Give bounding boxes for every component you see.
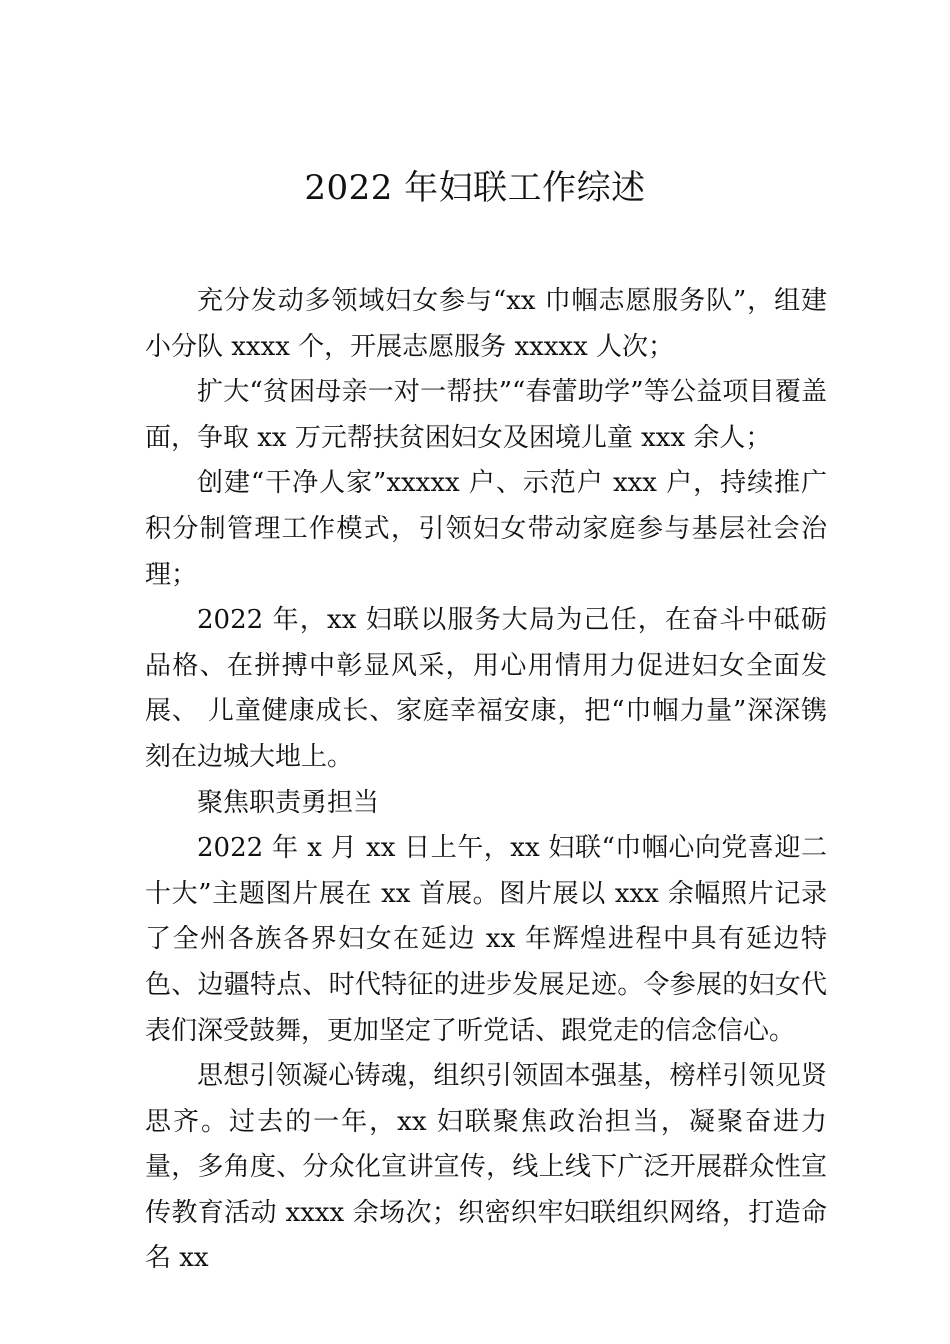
paragraph-ideological-guidance: 思想引领凝心铸魂，组织引领固本强基，榜样引领见贤思齐。过去的一年，xx 妇联聚焦政治担当，凝聚奋进力量，多角度、分众化宣讲宣传，线上线下广泛开展群众性宣传教育活动 xxxx 余场次；织密织牢妇联组织网络，打造命名 xx [145, 1061, 827, 1274]
paragraph-2022-overview: 2022 年，xx 妇联以服务大局为己任，在奋斗中砥砺品格、在拼搏中彰显风采，用心用情用力促进妇女全面发展、 儿童健康成长、家庭幸福安康，把“巾帼力量”深深镌刻在边城大地上。 [145, 605, 827, 772]
paragraph-charity-projects: 扩大“贫困母亲一对一帮扶”“春蕾助学”等公益项目覆盖面，争取 xx 万元帮扶贫困妇女及困境儿童 xxx 余人； [145, 377, 827, 453]
paragraph-clean-households: 创建“干净人家”xxxxx 户、示范户 xxx 户，持续推广积分制管理工作模式，引领妇女带动家庭参与基层社会治理； [145, 468, 827, 590]
section-heading: 聚焦职责勇担当 [197, 787, 380, 818]
document-title: 2022 年妇联工作综述 [304, 168, 646, 208]
document-body [145, 279, 827, 1282]
paragraph-volunteer-teams: 充分发动多领域妇女参与“xx 巾帼志愿服务队”，组建小分队 xxxx 个，开展志愿服务 xxxxx 人次； [145, 286, 827, 362]
paragraph-photo-exhibition: 2022 年 x 月 xx 日上午，xx 妇联“巾帼心向党喜迎二十大”主题图片展在 xx 首展。图片展以 xxx 余幅照片记录了全州各族各界妇女在延边 xx 年辉煌进程中具有延边特色、边疆特点、时代特征的进步发展足迹。令参展的妇女代表们深受鼓舞，更加坚定了听党话、跟党走的信念信心。 [145, 833, 827, 1046]
